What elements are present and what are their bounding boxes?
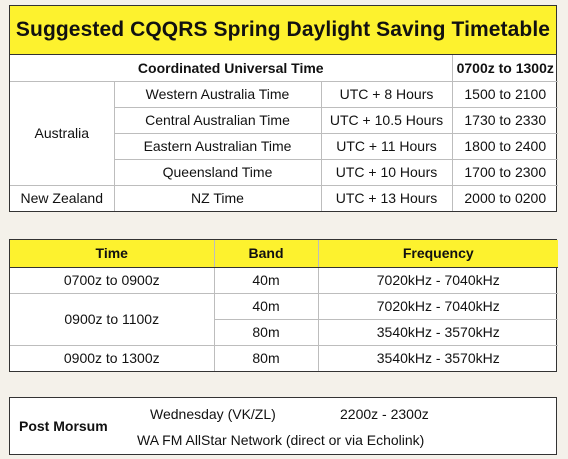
schedule-band: 80m bbox=[214, 319, 318, 345]
schedule-band: 40m bbox=[214, 267, 318, 293]
zone-offset: UTC + 10 Hours bbox=[321, 159, 452, 185]
frequency-column-header: Frequency bbox=[318, 240, 558, 267]
schedule-time: 0900z to 1300z bbox=[10, 345, 214, 371]
post-morsum-network: WA FM AllStar Network (direct or via Echolink) bbox=[137, 432, 425, 448]
zone-range: 1730 to 2330 bbox=[452, 107, 558, 133]
schedule-header-row bbox=[10, 240, 558, 267]
schedule-time: 0900z to 1100z bbox=[10, 293, 214, 345]
zone-range: 1700 to 2300 bbox=[452, 159, 558, 185]
zone-range: 1500 to 2100 bbox=[452, 81, 558, 107]
post-morsum-label: Post Morsum bbox=[19, 418, 108, 434]
zone-offset: UTC + 13 Hours bbox=[321, 185, 452, 211]
nz-label: New Zealand bbox=[10, 185, 114, 211]
title-banner bbox=[9, 5, 557, 55]
zone-name: NZ Time bbox=[114, 185, 321, 211]
zone-range: 2000 to 0200 bbox=[452, 185, 558, 211]
band-column-header: Band bbox=[214, 240, 318, 267]
zone-offset: UTC + 10.5 Hours bbox=[321, 107, 452, 133]
zone-offset: UTC + 11 Hours bbox=[321, 133, 452, 159]
zone-name: Central Australian Time bbox=[114, 107, 321, 133]
post-morsum-box bbox=[9, 397, 557, 455]
utc-header-range: 0700z to 1300z bbox=[452, 55, 558, 81]
table-row bbox=[10, 185, 558, 211]
table-row bbox=[10, 267, 558, 293]
zone-offset: UTC + 8 Hours bbox=[321, 81, 452, 107]
zone-name: Queensland Time bbox=[114, 159, 321, 185]
zone-range: 1800 to 2400 bbox=[452, 133, 558, 159]
page-title: Suggested CQQRS Spring Daylight Saving Timetable bbox=[15, 18, 551, 41]
schedule-table bbox=[9, 239, 557, 372]
table-row bbox=[10, 345, 558, 371]
schedule-frequency: 7020kHz - 7040kHz bbox=[318, 293, 558, 319]
schedule-frequency: 3540kHz - 3570kHz bbox=[318, 319, 558, 345]
schedule-frequency: 7020kHz - 7040kHz bbox=[318, 267, 558, 293]
schedule-time: 0700z to 0900z bbox=[10, 267, 214, 293]
utc-header-row bbox=[10, 55, 558, 81]
zone-name: Western Australia Time bbox=[114, 81, 321, 107]
table-row bbox=[10, 293, 558, 319]
utc-header-label: Coordinated Universal Time bbox=[10, 55, 452, 81]
table-row bbox=[10, 81, 558, 107]
time-column-header: Time bbox=[10, 240, 214, 267]
timezone-table bbox=[9, 55, 557, 212]
post-morsum-day: Wednesday (VK/ZL) bbox=[150, 406, 276, 422]
zone-name: Eastern Australian Time bbox=[114, 133, 321, 159]
post-morsum-time: 2200z - 2300z bbox=[340, 406, 429, 422]
australia-label: Australia bbox=[10, 81, 114, 185]
schedule-band: 40m bbox=[214, 293, 318, 319]
schedule-band: 80m bbox=[214, 345, 318, 371]
schedule-frequency: 3540kHz - 3570kHz bbox=[318, 345, 558, 371]
